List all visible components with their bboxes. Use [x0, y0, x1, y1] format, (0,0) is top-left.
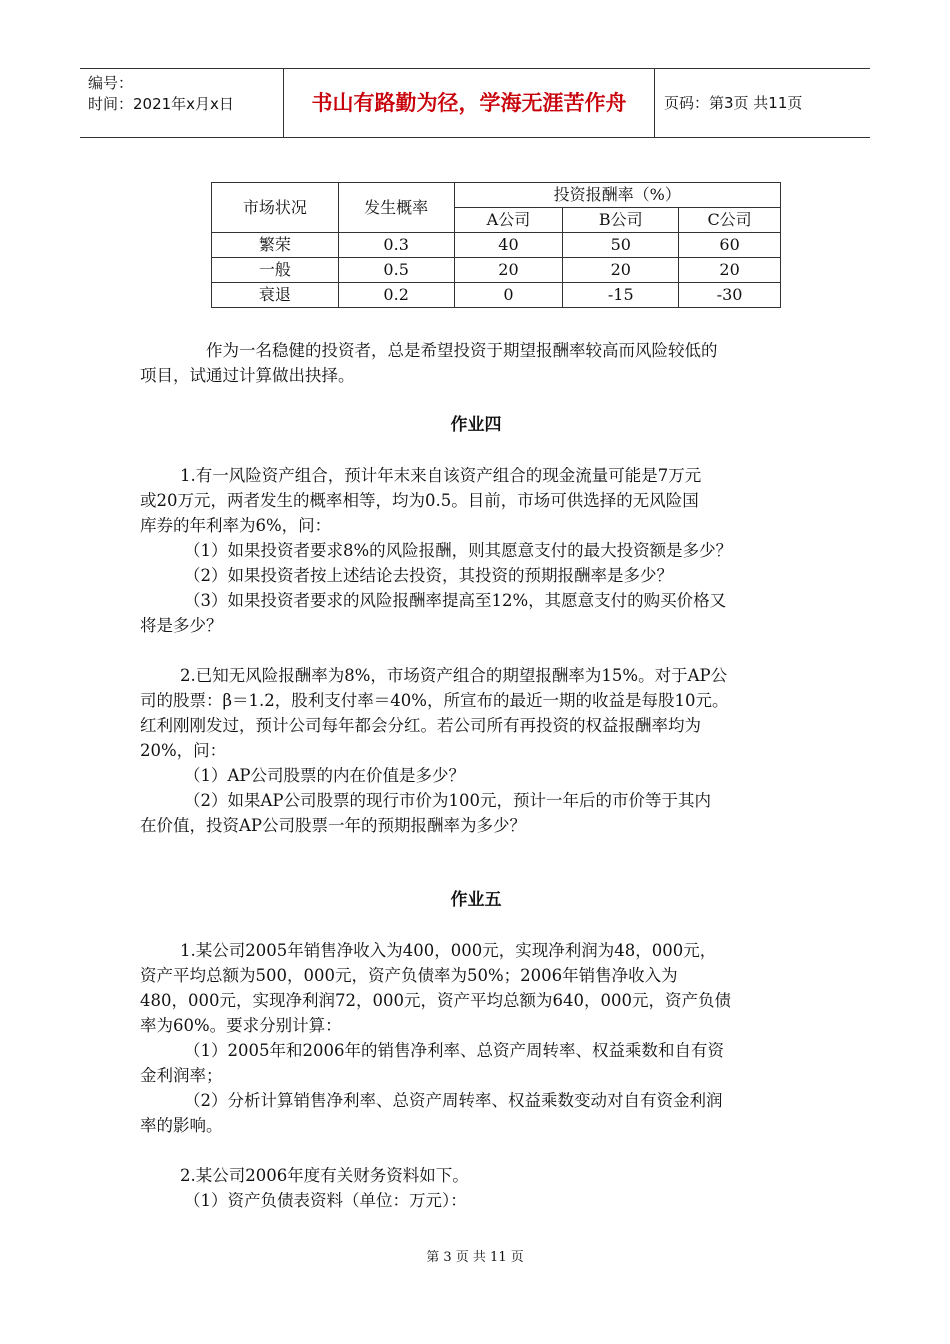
header-time-label: 时间：2021年x月x日 [88, 95, 234, 113]
table-row [212, 283, 781, 308]
paragraph: 作为一名稳健的投资者，总是希望投资于期望报酬率较高而风险较低的 [206, 341, 718, 360]
sub-question: （2）分析计算销售净利率、总资产周转率、权益乘数变动对自有资金利润 [184, 1091, 723, 1110]
sub-question: （1）资产负债表资料（单位：万元）： [184, 1191, 467, 1210]
table-header-company-b: B公司 [563, 208, 679, 233]
sub-question: （1）AP公司股票的内在价值是多少？ [184, 766, 466, 785]
table-cell-a: 40 [454, 233, 563, 258]
spacer [140, 913, 812, 938]
table-row [212, 258, 781, 283]
table-cell-state: 衰退 [212, 283, 339, 308]
table-cell-b: 50 [563, 233, 679, 258]
sub-question: （2）如果投资者按上述结论去投资，其投资的预期报酬率是多少？ [184, 566, 673, 585]
paragraph: 20%，问： [140, 741, 227, 760]
table-cell-a: 0 [454, 283, 563, 308]
table-cell-probability: 0.5 [338, 258, 454, 283]
spacer [140, 638, 812, 663]
spacer [140, 438, 812, 463]
paragraph: 率的影响。 [140, 1116, 223, 1135]
table-cell-c: 20 [679, 258, 781, 283]
header-motto: 书山有路勤为径，学海无涯苦作舟 [311, 91, 627, 115]
page-footer: 第 3 页 共 11 页 [426, 1250, 524, 1265]
table-header-company-a: A公司 [454, 208, 563, 233]
paragraph: 率为60%。要求分别计算： [140, 1016, 342, 1035]
sub-question: （3）如果投资者要求的风险报酬率提高至12%，其愿意支付的购买价格又 [184, 591, 727, 610]
paragraph: 将是多少？ [140, 616, 223, 635]
table-cell-probability: 0.3 [338, 233, 454, 258]
table-cell-state: 繁荣 [212, 233, 339, 258]
paragraph: 2.已知无风险报酬率为8%，市场资产组合的期望报酬率为15%。对于AP公 [180, 666, 728, 685]
paragraph: 1.有一风险资产组合，预计年末来自该资产组合的现金流量可能是7万元 [180, 466, 702, 485]
table-cell-state: 一般 [212, 258, 339, 283]
sub-question: （2）如果AP公司股票的现行市价为100元，预计一年后的市价等于其内 [184, 791, 712, 810]
document-body [140, 338, 812, 1213]
header-divider [654, 69, 655, 137]
table-row [212, 233, 781, 258]
table-header-row [212, 183, 781, 208]
table-cell-c: -30 [679, 283, 781, 308]
table-header-probability: 发生概率 [338, 183, 454, 233]
table-cell-a: 20 [454, 258, 563, 283]
sub-question: （1）如果投资者要求8%的风险报酬，则其愿意支付的最大投资额是多少？ [184, 541, 733, 560]
return-rate-table [211, 182, 781, 308]
spacer [140, 863, 812, 888]
header-meta [88, 73, 284, 115]
sub-question: （1）2005年和2006年的销售净利率、总资产周转率、权益乘数和自有资 [184, 1041, 724, 1060]
paragraph: 或20万元，两者发生的概率相等，均为0.5。目前，市场可供选择的无风险国 [140, 491, 699, 510]
paragraph: 资产平均总额为500，000元，资产负债率为50%；2006年销售净收入为 [140, 966, 678, 985]
paragraph: 金利润率； [140, 1066, 223, 1085]
table-cell-c: 60 [679, 233, 781, 258]
paragraph: 480，000元，实现净利润72，000元，资产平均总额为640，000元，资产负债 [140, 991, 731, 1010]
section-heading-hw4: 作业四 [450, 415, 502, 435]
spacer [140, 1138, 812, 1163]
paragraph: 库券的年利率为6%，问： [140, 516, 332, 535]
paragraph: 2.某公司2006年度有关财务资料如下。 [180, 1166, 469, 1185]
paragraph: 在价值，投资AP公司股票一年的预期报酬率为多少？ [140, 816, 527, 835]
header-number-label: 编号： [88, 74, 134, 92]
header-page-info: 页码：第3页 共11页 [664, 94, 803, 112]
paragraph: 项目，试通过计算做出抉择。 [140, 366, 355, 385]
table-cell-probability: 0.2 [338, 283, 454, 308]
table-cell-b: 20 [563, 258, 679, 283]
paragraph: 红利刚刚发过，预计公司每年都会分红。若公司所有再投资的权益报酬率均为 [140, 716, 701, 735]
section-heading-hw5: 作业五 [450, 890, 502, 910]
table-header-company-c: C公司 [679, 208, 781, 233]
paragraph: 1.某公司2005年销售净收入为400，000元，实现净利润为48，000元， [180, 941, 717, 960]
spacer [140, 838, 812, 863]
paragraph: 司的股票：β＝1.2，股利支付率＝40%，所宣布的最近一期的收益是每股10元。 [140, 691, 729, 710]
table-header-return-rate: 投资报酬率（%） [454, 183, 780, 208]
spacer [140, 388, 812, 413]
table-header-market: 市场状况 [212, 183, 339, 233]
page-header [80, 68, 870, 138]
table-cell-b: -15 [563, 283, 679, 308]
